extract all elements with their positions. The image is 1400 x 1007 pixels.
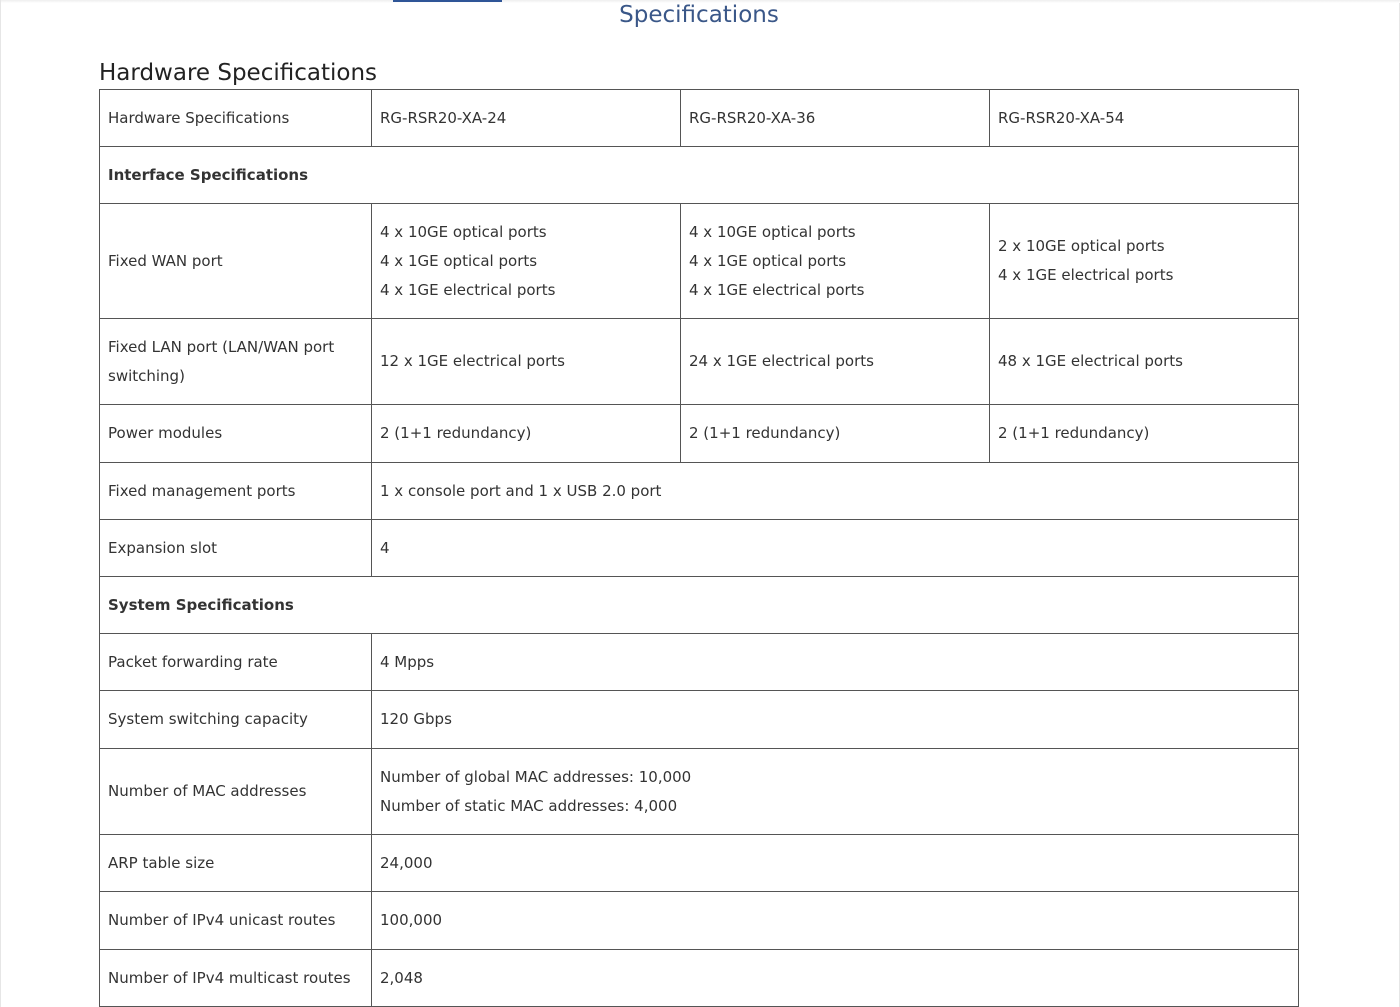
row-label: Number of MAC addresses: [100, 749, 372, 835]
table-row-power: [100, 405, 1299, 463]
header-cell-model-54: RG-RSR20-XA-54: [990, 90, 1299, 147]
table-cell: 1 x console port and 1 x USB 2.0 port: [372, 463, 1299, 520]
label-line: switching): [108, 366, 185, 385]
table-row-pfr: [100, 634, 1299, 691]
row-label: ARP table size: [100, 835, 372, 892]
table-cell: 2,048: [372, 950, 1299, 1007]
row-label: Packet forwarding rate: [100, 634, 372, 691]
header-cell-model-36: RG-RSR20-XA-36: [681, 90, 990, 147]
table-row-arp: [100, 835, 1299, 892]
table-row-lan: [100, 319, 1299, 405]
cell-line: 4 x 1GE electrical ports: [380, 280, 556, 299]
table-cell: [990, 204, 1299, 319]
row-label: System switching capacity: [100, 691, 372, 749]
cell-line: 4 x 1GE optical ports: [689, 251, 847, 270]
table-cell: 4 Mpps: [372, 634, 1299, 691]
table-row-mgmt: [100, 463, 1299, 520]
row-label: Number of IPv4 multicast routes: [100, 950, 372, 1007]
table-cell: [372, 749, 1299, 835]
table-row-system-heading: [100, 577, 1299, 634]
table-cell: 120 Gbps: [372, 691, 1299, 749]
cell-line: 4 x 10GE optical ports: [689, 222, 856, 241]
table-cell: 100,000: [372, 892, 1299, 950]
row-label: Fixed WAN port: [100, 204, 372, 319]
table-row-ipv4-unicast: [100, 892, 1299, 950]
cell-line: Number of global MAC addresses: 10,000: [380, 767, 692, 786]
row-label: Expansion slot: [100, 520, 372, 577]
table-cell: [372, 204, 681, 319]
cell-line: 2 x 10GE optical ports: [998, 237, 1165, 255]
table-row-interface-heading: [100, 147, 1299, 204]
tab-specifications[interactable]: Specifications: [619, 2, 779, 28]
table-cell: [681, 204, 990, 319]
table-header-row: [100, 90, 1299, 147]
table-cell: 24 x 1GE electrical ports: [681, 319, 990, 405]
row-label: Power modules: [100, 405, 372, 463]
cell-line: 4 x 1GE optical ports: [380, 251, 538, 270]
table-row-expansion: [100, 520, 1299, 577]
system-specs-heading: System Specifications: [100, 577, 1299, 634]
table-cell: 4: [372, 520, 1299, 577]
table-cell: 24,000: [372, 835, 1299, 892]
cell-line: Number of static MAC addresses: 4,000: [380, 796, 678, 815]
cell-line: 4 x 1GE electrical ports: [689, 280, 865, 299]
table-row-mac: [100, 749, 1299, 835]
label-line: Fixed LAN port (LAN/WAN port: [108, 337, 335, 356]
interface-specs-heading: Interface Specifications: [100, 147, 1299, 204]
section-title: Hardware Specifications: [99, 60, 378, 86]
table-cell: 12 x 1GE electrical ports: [372, 319, 681, 405]
table-row-ipv4-multicast: [100, 950, 1299, 1007]
row-label: [100, 319, 372, 405]
table-row-wan: [100, 204, 1299, 319]
hardware-specs-table: [99, 89, 1299, 1007]
header-cell: Hardware Specifications: [100, 90, 372, 147]
table-row-ssc: [100, 691, 1299, 749]
table-cell: 2 (1+1 redundancy): [990, 405, 1299, 463]
row-label: Number of IPv4 unicast routes: [100, 892, 372, 950]
cell-line: 4 x 10GE optical ports: [380, 222, 547, 241]
cell-line: 4 x 1GE electrical ports: [998, 266, 1174, 284]
table-cell: 2 (1+1 redundancy): [372, 405, 681, 463]
row-label: Fixed management ports: [100, 463, 372, 520]
table-cell: 2 (1+1 redundancy): [681, 405, 990, 463]
table-cell: 48 x 1GE electrical ports: [990, 319, 1299, 405]
header-cell-model-24: RG-RSR20-XA-24: [372, 90, 681, 147]
